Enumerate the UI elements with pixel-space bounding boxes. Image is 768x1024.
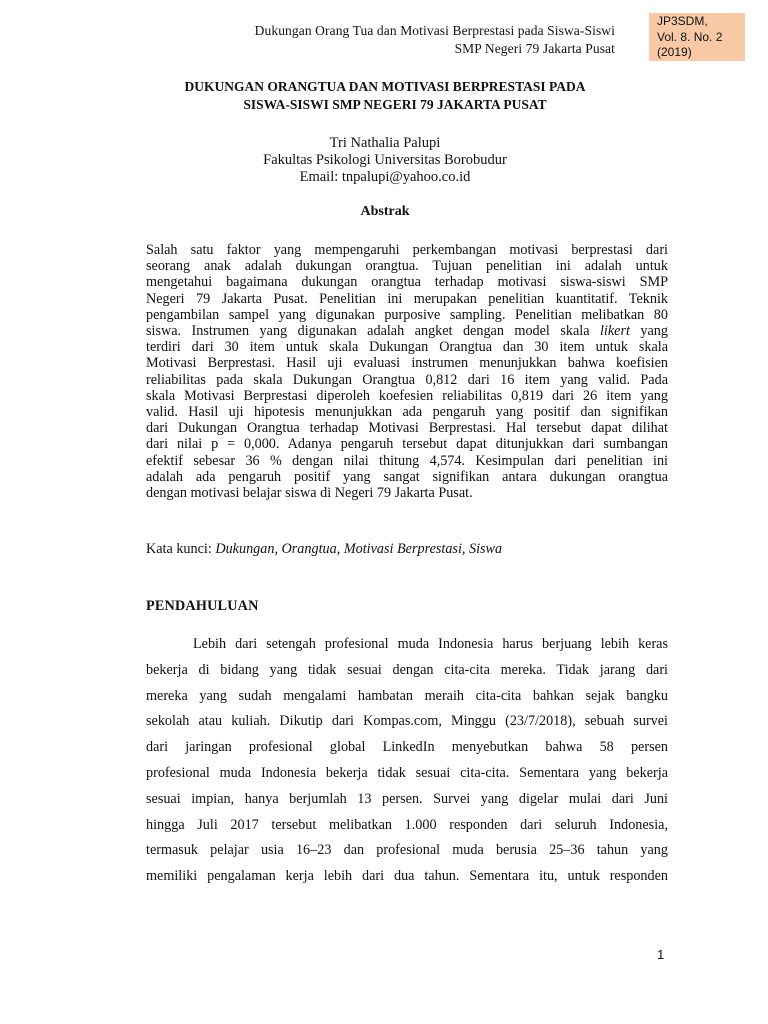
journal-name: JP3SDM,: [657, 14, 708, 28]
abstract-line: adalah ada pengaruh positif yang sangat signifikan antara dukungan orangtua: [146, 468, 668, 485]
abstract-line: efektif sebesar 36 % dengan nilai thitung 4,574. Kesimpulan dari penelitian ini: [146, 452, 668, 469]
body-line: hingga Juli 2017 tersebut melibatkan 1.000 responden dari seluruh Indonesia,: [146, 816, 668, 833]
body-line: mereka yang sudah mengalami hambatan meraih cita-cita bahkan sejak bangku: [146, 687, 668, 704]
abstract-heading: Abstrak: [360, 204, 410, 219]
journal-year: (2019): [657, 45, 692, 59]
abstract-line: skala Motivasi Berprestasi diperoleh koefesien reliabilitas 0,819 dari 26 item yang: [146, 387, 668, 404]
running-header: [150, 22, 615, 58]
abstract-line-with-italic: [146, 323, 668, 339]
abstract-line: reliabilitas pada skala Dukungan Orangtua 0,812 dari 16 item yang valid. Pada: [146, 371, 668, 388]
running-title-line1: Dukungan Orang Tua dan Motivasi Berprestasi pada Siswa-Siswi: [254, 23, 615, 38]
body-line: sesuai impian, hanya berjumlah 13 persen. Survei yang digelar mulai dari Juni: [146, 790, 668, 807]
abstract-line: dari Dukungan Orangtua terhadap Motivasi Berprestasi. Hal tersebut dapat dilihat: [146, 420, 668, 437]
body-line: dari jaringan profesional global LinkedIn menyebutkan bahwa 58 persen: [146, 739, 668, 756]
abstract-line-tail: yang: [629, 323, 668, 340]
intro-body: [146, 632, 668, 890]
abstract-body: [146, 242, 668, 501]
abstract-line: dengan motivasi belajar siswa di Negeri 79 Jakarta Pusat.: [146, 485, 473, 502]
author-affiliation: Fakultas Psikologi Universitas Borobudur: [263, 152, 507, 168]
keywords-label: Kata kunci:: [146, 541, 216, 557]
abstract-line: Negeri 79 Jakarta Pusat. Penelitian ini merupakan penelitian kuantitatif. Teknik: [146, 290, 668, 307]
journal-info-badge: [649, 13, 745, 61]
body-line: sekolah atau kuliah. Dikutip dari Kompas.com, Minggu (23/7/2018), sebuah survei: [146, 713, 668, 730]
running-title-line2: SMP Negeri 79 Jakarta Pusat: [454, 41, 615, 56]
body-line: Lebih dari setengah profesional muda Indonesia harus berjuang lebih keras: [193, 636, 668, 652]
page-number: 1: [657, 947, 665, 962]
paper-title: [145, 78, 625, 114]
abstract-line: dari nilai p = 0,000. Adanya pengaruh tersebut dapat ditunjukkan dari sumbangan: [146, 436, 668, 453]
abstract-line: pengambilan sampel yang digunakan purposive sampling. Penelitian melibatkan 80: [146, 306, 668, 323]
body-line: memiliki pengalaman kerja lebih dari dua tahun. Sementara itu, untuk responden: [146, 868, 668, 885]
abstract-line: Salah satu faktor yang mempengaruhi perkembangan motivasi berprestasi dari: [146, 242, 668, 258]
paper-title-line2: SISWA-SISWI SMP NEGERI 79 JAKARTA PUSAT: [243, 97, 547, 112]
author-name: Tri Nathalia Palupi: [329, 135, 441, 151]
author-block: [145, 135, 625, 186]
abstract-italic-term: likert: [599, 323, 630, 340]
keywords: [146, 541, 668, 558]
journal-volume: Vol. 8. No. 2: [657, 29, 723, 44]
body-line: profesional muda Indonesia bekerja tidak sesuai cita-cita. Sementara yang bekerja: [146, 764, 668, 781]
section-heading-pendahuluan: PENDAHULUAN: [146, 598, 259, 614]
keywords-terms: Dukungan, Orangtua, Motivasi Berprestasi, Siswa: [215, 541, 503, 557]
paper-title-line1: DUKUNGAN ORANGTUA DAN MOTIVASI BERPRESTASI PADA: [184, 79, 586, 94]
abstract-line: seorang anak adalah dukungan orangtua. Tujuan penelitian ini adalah untuk: [146, 258, 668, 275]
abstract-line-text: siswa. Instrumen yang digunakan adalah angket dengan model skala: [146, 323, 590, 340]
abstract-line: mengetahui bagaimana dukungan orangtua terhadap motivasi siswa-siswi SMP: [146, 274, 668, 291]
abstract-line: Motivasi Berprestasi. Hasil uji evaluasi instrumen menunjukkan bahwa koefisien: [146, 355, 668, 372]
body-line: bekerja di bidang yang tidak sesuai dengan cita-cita mereka. Tidak jarang dari: [146, 661, 668, 678]
author-email: Email: tnpalupi@yahoo.co.id: [299, 169, 471, 185]
abstract-line: valid. Hasil uji hipotesis menunjukkan ada pengaruh yang positif dan signifikan: [146, 404, 668, 421]
body-line: termasuk pelajar usia 16–23 dan profesional muda berusia 25–36 tahun yang: [146, 842, 668, 859]
abstract-line: terdiri dari 30 item untuk skala Dukungan Orangtua dan 30 item untuk skala: [146, 339, 668, 356]
